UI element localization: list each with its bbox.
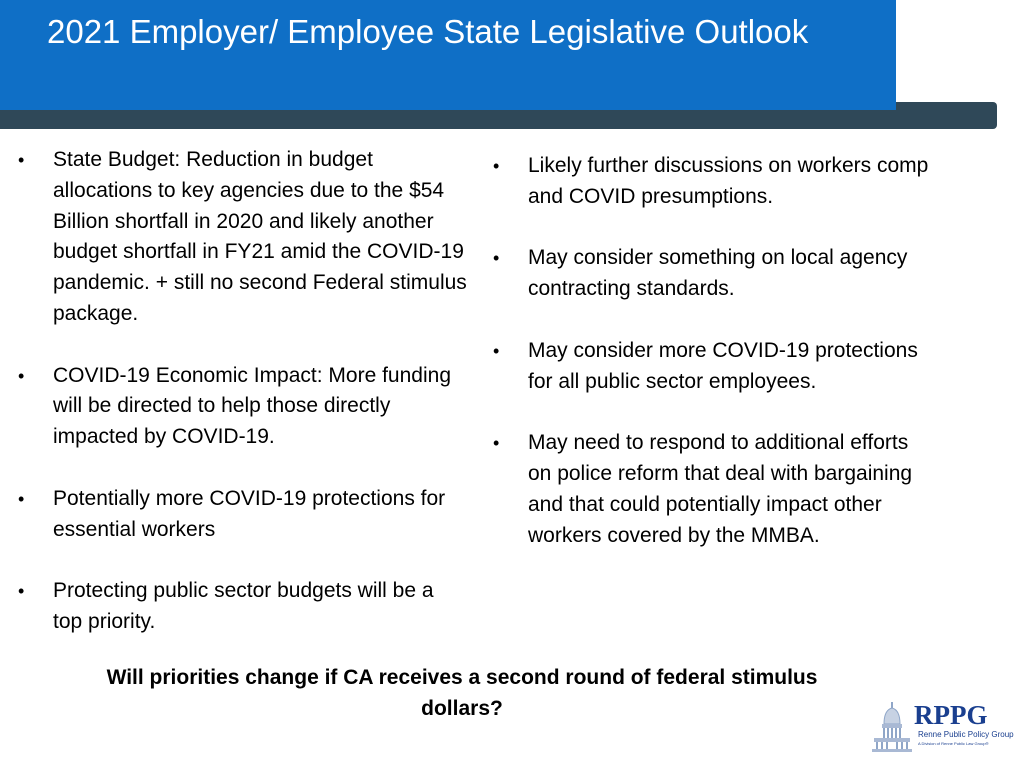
- list-item: [493, 336, 933, 398]
- list-item: [18, 361, 468, 453]
- list-item: [18, 484, 468, 546]
- bullet-text: May need to respond to additional efforts on police reform that deal with bargaining and that could potentially impact other workers covered by the MMBA.: [528, 431, 913, 547]
- list-item: [18, 576, 468, 638]
- capitol-dome-icon: [872, 702, 912, 752]
- bullet-icon: •: [493, 340, 500, 361]
- list-item: [493, 151, 933, 213]
- bullet-icon: •: [493, 156, 500, 176]
- bullet-text: Protecting public sector budgets will be a top priority.: [53, 579, 434, 633]
- bullet-text: State Budget: Reduction in budget allocations to key agencies due to the $54 Billion shortfall in 2020 and likely another budget shortfall in FY21 amid the COVID-19 pandemic. + still no second Federal stimulus package.: [53, 148, 467, 325]
- list-item: [493, 243, 933, 305]
- bullet-text: May consider more COVID-19 protections for all public sector employees.: [528, 338, 918, 393]
- bullet-text: May consider something on local agency contracting standards.: [528, 246, 908, 301]
- bullet-text: Likely further discussions on workers comp and COVID presumptions.: [528, 154, 929, 208]
- logo-tagline: A Division of Renne Public Law Group®: [918, 741, 989, 746]
- bullet-icon: •: [493, 433, 500, 454]
- closing-question: Will priorities change if CA receives a second round of federal stimulus dollars?: [106, 666, 818, 720]
- bullet-icon: •: [18, 365, 25, 386]
- bullet-text: Potentially more COVID-19 protections for essential workers: [53, 486, 446, 541]
- list-item: [493, 428, 933, 551]
- list-item: [18, 145, 468, 330]
- bullet-text: COVID-19 Economic Impact: More funding will be directed to help those directly impacted by COVID-19.: [53, 363, 451, 449]
- right-bullet-list: [493, 151, 933, 582]
- logo-wordmark: RPPG: [914, 700, 988, 730]
- left-bullet-list: [18, 145, 468, 669]
- slide-title: 2021 Employer/ Employee State Legislative Outlook: [47, 13, 809, 50]
- rppg-logo: [872, 700, 1012, 756]
- bullet-icon: •: [18, 488, 25, 509]
- logo-subtitle: Renne Public Policy Group: [918, 730, 1014, 739]
- bullet-icon: •: [18, 150, 25, 170]
- bullet-icon: •: [493, 248, 500, 269]
- bullet-icon: •: [18, 581, 25, 602]
